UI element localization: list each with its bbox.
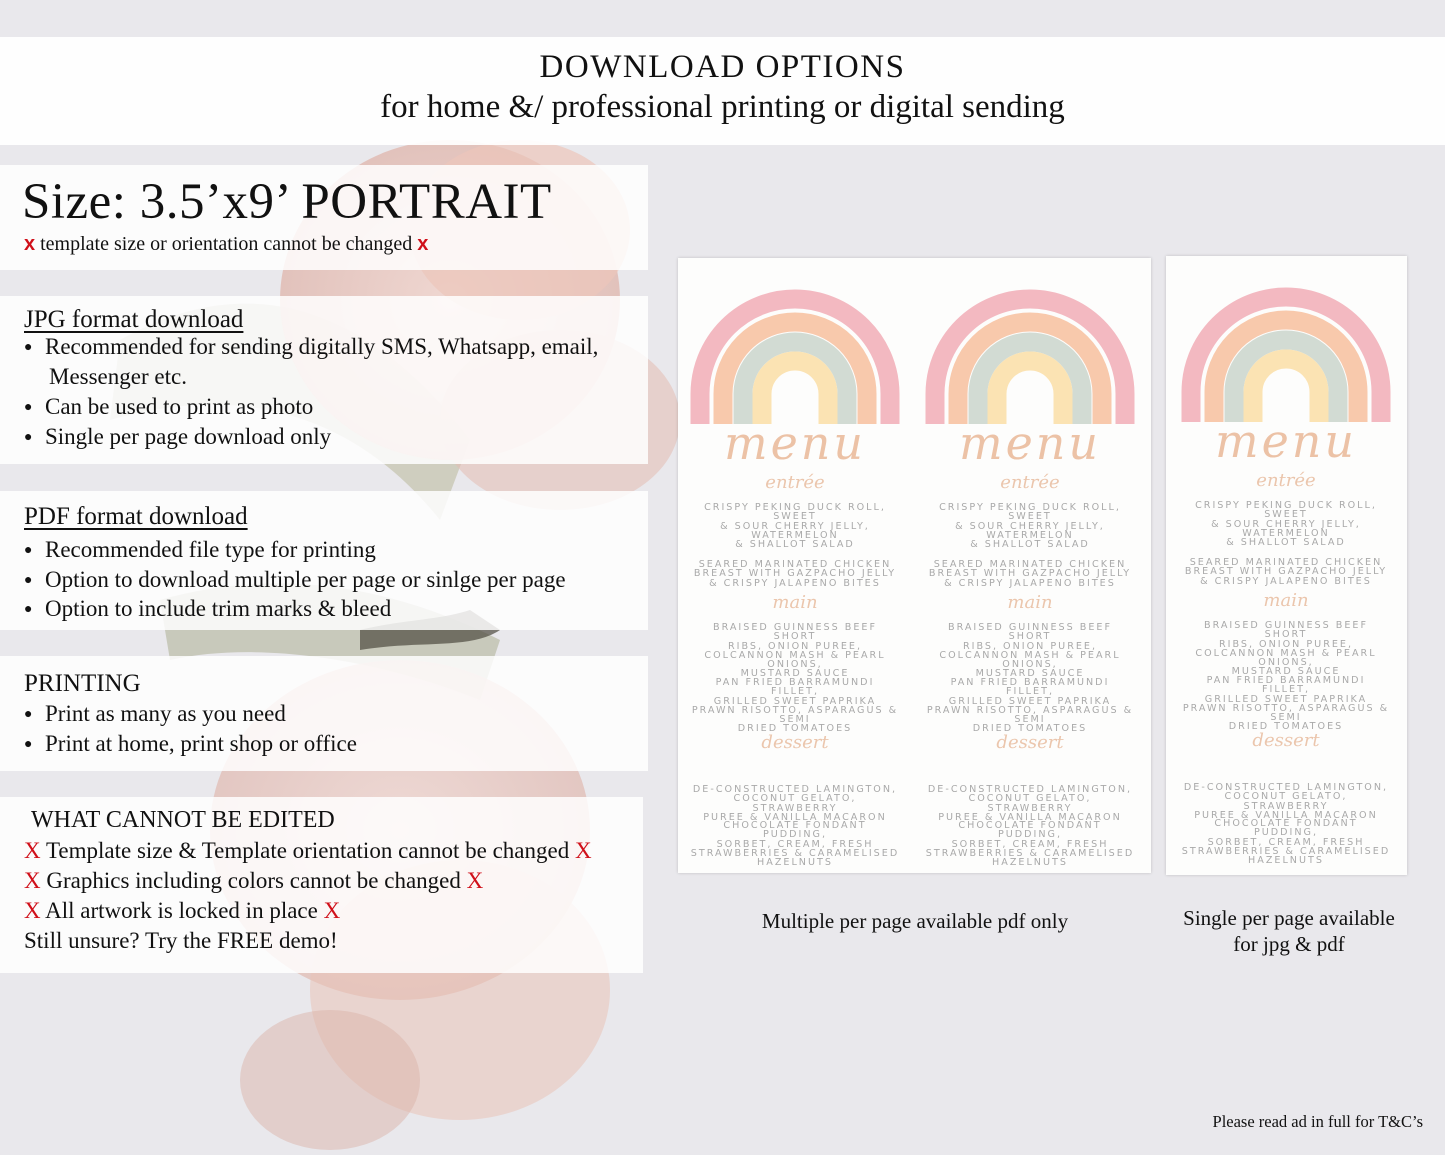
size-title: Size: 3.5’x9’ PORTRAIT (22, 174, 552, 230)
jpg-section-title: JPG format download (24, 306, 244, 333)
single-per-page-preview (1166, 256, 1407, 875)
list-item: ● Print as many as you need (24, 701, 286, 726)
bullet-icon: ● (24, 543, 33, 558)
menu-item: BRAISED GUINNESS BEEF SHORT RIBS, ONION PUREE, COLCANNON MASH & PEARL ONIONS, MUSTARD SAUCE (939, 622, 1121, 680)
page-title: DOWNLOAD OPTIONS (539, 49, 906, 85)
list-item: ● Can be used to print as photo (24, 394, 314, 419)
menu-item: DE-CONSTRUCTED LAMINGTON, COCONUT GELATO, STRAWBERRY PUREE & VANILLA MACARON (692, 784, 898, 823)
size-panel (0, 165, 648, 270)
single-caption-line1: Single per page available (1183, 906, 1395, 930)
menu-section-label: entrée (1256, 470, 1316, 491)
list-item: X Graphics including colors cannot be changed X (24, 868, 484, 893)
bullet-icon: ● (24, 737, 33, 752)
menu-section-label: main (772, 592, 818, 613)
terms-footnote: Please read ad in full for T&C’s (1212, 1112, 1423, 1131)
header-banner (0, 37, 1445, 145)
menu-section-label: dessert (761, 732, 829, 753)
menu-item: CRISPY PEKING DUCK ROLL, SWEET & SOUR CHERRY JELLY, WATERMELON & SHALLOT SALAD (939, 502, 1121, 551)
menu-item: SEARED MARINATED CHICKEN BREAST WITH GAZPACHO JELLY & CRISPY JALAPENO BITES (928, 559, 1132, 589)
menu-heading: menu (1214, 414, 1358, 468)
printing-panel (0, 656, 648, 771)
menu-item: SEARED MARINATED CHICKEN BREAST WITH GAZPACHO JELLY & CRISPY JALAPENO BITES (1184, 557, 1388, 587)
menu-item: CHOCOLATE FONDANT PUDDING, SORBET, CREAM, FRESH STRAWBERRIES & CARAMELISED HAZELNUTS (1181, 818, 1391, 867)
menu-item: PAN FRIED BARRAMUNDI FILLET, GRILLED SWEET PAPRIKA PRAWN RISOTTO, ASPARAGUS & SEMI DRIED TOMATOES (926, 677, 1134, 735)
rainbow-graphic (1169, 264, 1403, 429)
list-item: ● Single per page download only (24, 424, 332, 449)
menu-section-label: main (1263, 590, 1309, 611)
single-caption-line2: for jpg & pdf (1233, 932, 1345, 956)
cannot-edit-panel (0, 797, 643, 973)
page-subtitle: for home &/ professional printing or digital sending (380, 89, 1065, 125)
menu-item: SEARED MARINATED CHICKEN BREAST WITH GAZPACHO JELLY & CRISPY JALAPENO BITES (693, 559, 897, 589)
pdf-panel (0, 491, 648, 630)
bullet-icon: ● (24, 340, 33, 355)
bullet-icon: ● (24, 400, 33, 415)
size-note-text: template size or orientation cannot be changed (40, 233, 413, 255)
x-mark-icon: X (24, 898, 41, 923)
x-mark-icon: X (24, 838, 41, 863)
bullet-icon: ● (24, 707, 33, 722)
x-mark-icon: X (466, 868, 484, 893)
menu-section-label: entrée (765, 472, 825, 493)
menu-heading: menu (958, 416, 1102, 470)
multiple-per-page-preview (678, 258, 1151, 873)
multiple-caption: Multiple per page available pdf only (761, 909, 1069, 933)
menu-section-label: entrée (1000, 472, 1060, 493)
list-item: Messenger etc. (49, 364, 187, 389)
list-item: ● Option to include trim marks & bleed (24, 596, 392, 621)
menu-item: DE-CONSTRUCTED LAMINGTON, COCONUT GELATO, STRAWBERRY PUREE & VANILLA MACARON (1183, 782, 1389, 821)
menu-item: CRISPY PEKING DUCK ROLL, SWEET & SOUR CHERRY JELLY, WATERMELON & SHALLOT SALAD (1195, 500, 1377, 549)
menu-item: CHOCOLATE FONDANT PUDDING, SORBET, CREAM, FRESH STRAWBERRIES & CARAMELISED HAZELNUTS (690, 820, 900, 869)
list-item: ● Recommended for sending digitally SMS, Whatsapp, email, (24, 334, 599, 359)
x-mark-icon: X (574, 838, 592, 863)
jpg-panel (0, 296, 648, 464)
menu-section-label: dessert (996, 732, 1064, 753)
menu-item: PAN FRIED BARRAMUNDI FILLET, GRILLED SWEET PAPRIKA PRAWN RISOTTO, ASPARAGUS & SEMI DRIED TOMATOES (1182, 675, 1390, 733)
printing-section-title: PRINTING (24, 670, 141, 697)
bullet-icon: ● (24, 602, 33, 617)
menu-item: CRISPY PEKING DUCK ROLL, SWEET & SOUR CHERRY JELLY, WATERMELON & SHALLOT SALAD (704, 502, 886, 551)
list-item: ● Print at home, print shop or office (24, 731, 357, 756)
list-item: X All artwork is locked in place X (24, 898, 341, 923)
pdf-section-title: PDF format download (24, 503, 248, 530)
free-demo-text: Still unsure? Try the FREE demo! (24, 928, 338, 953)
menu-section-label: dessert (1252, 730, 1320, 751)
list-item: X Template size & Template orientation cannot be changed X (24, 838, 592, 863)
menu-heading: menu (723, 416, 867, 470)
rainbow-graphic (678, 266, 912, 431)
list-item: ● Recommended file type for printing (24, 537, 376, 562)
menu-preview (913, 258, 1147, 873)
menu-item: DE-CONSTRUCTED LAMINGTON, COCONUT GELATO, STRAWBERRY PUREE & VANILLA MACARON (927, 784, 1133, 823)
x-mark-icon: X (24, 868, 41, 893)
menu-item: PAN FRIED BARRAMUNDI FILLET, GRILLED SWEET PAPRIKA PRAWN RISOTTO, ASPARAGUS & SEMI DRIED TOMATOES (691, 677, 899, 735)
menu-preview (678, 258, 912, 873)
menu-item: BRAISED GUINNESS BEEF SHORT RIBS, ONION PUREE, COLCANNON MASH & PEARL ONIONS, MUSTARD SAUCE (704, 622, 886, 680)
size-note (24, 233, 428, 256)
list-item: ● Option to download multiple per page or sinlge per page (24, 567, 566, 592)
bullet-icon: ● (24, 573, 33, 588)
bullet-icon: ● (24, 430, 33, 445)
x-mark-icon: x (417, 233, 429, 255)
menu-item: BRAISED GUINNESS BEEF SHORT RIBS, ONION PUREE, COLCANNON MASH & PEARL ONIONS, MUSTARD SAUCE (1195, 620, 1377, 678)
x-mark-icon: x (24, 233, 36, 255)
menu-section-label: main (1007, 592, 1053, 613)
x-mark-icon: X (323, 898, 341, 923)
rainbow-graphic (913, 266, 1147, 431)
cannot-edit-title: WHAT CANNOT BE EDITED (31, 807, 335, 833)
menu-preview (1169, 256, 1403, 871)
menu-item: CHOCOLATE FONDANT PUDDING, SORBET, CREAM, FRESH STRAWBERRIES & CARAMELISED HAZELNUTS (925, 820, 1135, 869)
